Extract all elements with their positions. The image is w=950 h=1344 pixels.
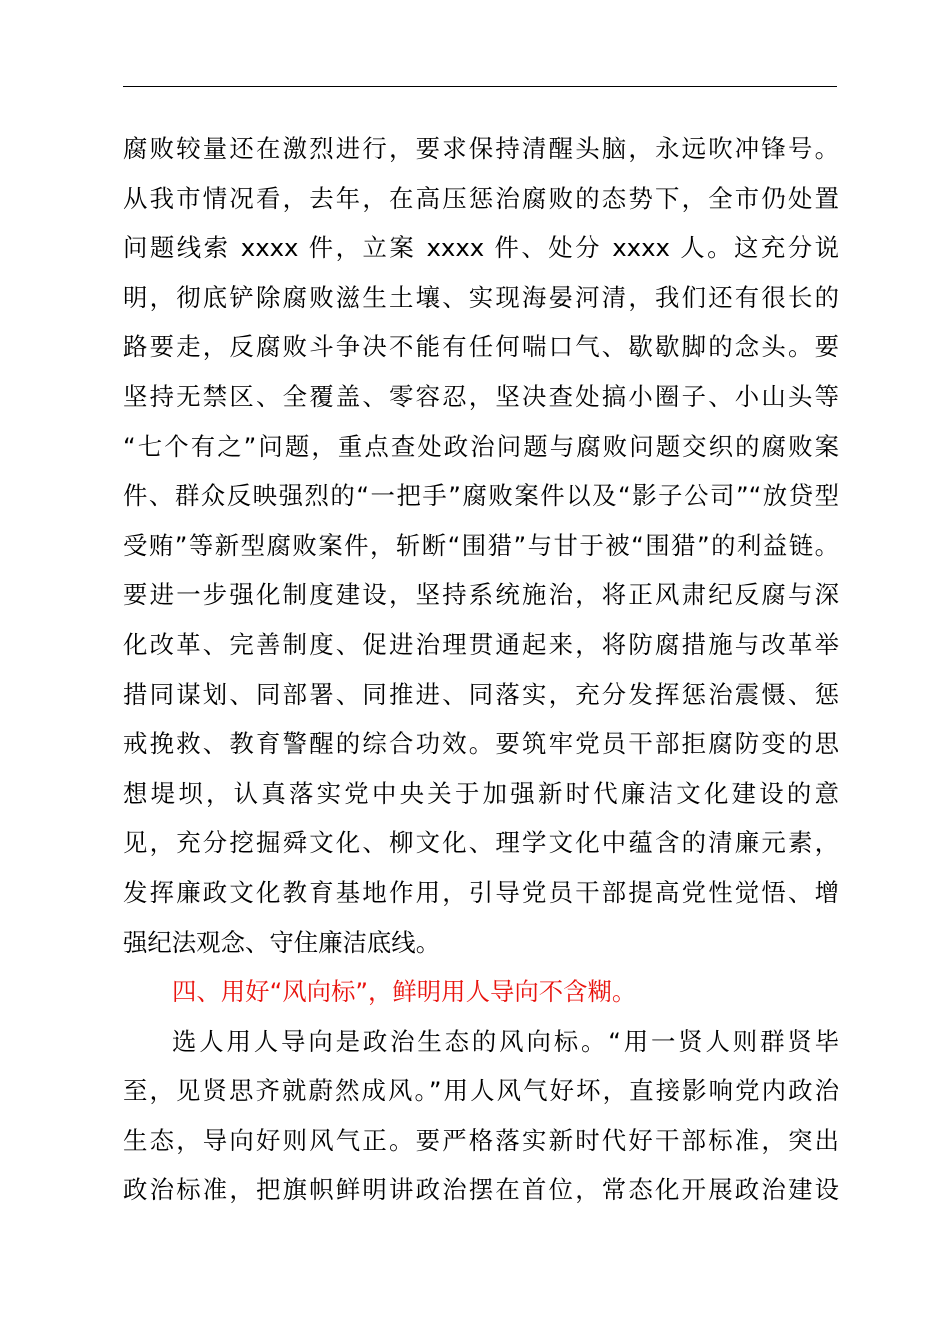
paragraph-line: 措同谋划、同部署、同推进、同落实，充分发挥惩治震慑、惩 <box>123 679 839 709</box>
paragraph-line: 受贿”等新型腐败案件，斩断“围猎”与甘于被“围猎”的利益链。 <box>123 530 839 560</box>
paragraph-line: “七个有之”问题，重点查处政治问题与腐败问题交织的腐败案 <box>123 431 839 461</box>
paragraph-line: 选人用人导向是政治生态的风向标。“用一贤人则群贤毕 <box>172 1026 839 1056</box>
paragraph-line: 政治标准，把旗帜鲜明讲政治摆在首位，常态化开展政治建设 <box>123 1175 839 1205</box>
paragraph-line: 见，充分挖掘舜文化、柳文化、理学文化中蕴含的清廉元素， <box>123 828 839 858</box>
paragraph-line: 化改革、完善制度、促进治理贯通起来，将防腐措施与改革举 <box>123 629 839 659</box>
paragraph-line: 要进一步强化制度建设，坚持系统施治，将正风肃纪反腐与深 <box>123 580 839 610</box>
paragraph-line: 坚持无禁区、全覆盖、零容忍，坚决查处搞小圈子、小山头等 <box>123 381 839 411</box>
paragraph-line: 生态，导向好则风气正。要严格落实新时代好干部标准，突出 <box>123 1125 839 1155</box>
paragraph-line: 发挥廉政文化教育基地作用，引导党员干部提高党性觉悟、增 <box>123 877 839 907</box>
paragraph-line: 路要走，反腐败斗争决不能有任何喘口气、歇歇脚的念头。要 <box>123 332 839 362</box>
paragraph-line: 件、群众反映强烈的“一把手”腐败案件以及“影子公司”“放贷型 <box>123 481 839 511</box>
header-rule <box>123 86 837 87</box>
paragraph-line: 强纪法观念、守住廉洁底线。 <box>123 927 441 957</box>
document-body <box>123 124 839 1215</box>
paragraph-line: 想堤坝，认真落实党中央关于加强新时代廉洁文化建设的意 <box>123 778 839 808</box>
section-heading-4: 四、用好“风向标”，鲜明用人导向不含糊。 <box>172 977 637 1007</box>
paragraph-line: 戒挽救、教育警醒的综合功效。要筑牢党员干部拒腐防变的思 <box>123 729 839 759</box>
paragraph-line: 问题线索 xxxx 件，立案 xxxx 件、处分 xxxx 人。这充分说 <box>123 233 839 263</box>
paragraph-line: 从我市情况看，去年，在高压惩治腐败的态势下，全市仍处置 <box>123 183 839 213</box>
paragraph-line: 至，见贤思齐就蔚然成风。”用人风气好坏，直接影响党内政治 <box>123 1076 839 1106</box>
paragraph-line: 明，彻底铲除腐败滋生土壤、实现海晏河清，我们还有很长的 <box>123 282 839 312</box>
paragraph-line: 腐败较量还在激烈进行，要求保持清醒头脑，永远吹冲锋号。 <box>123 134 839 163</box>
